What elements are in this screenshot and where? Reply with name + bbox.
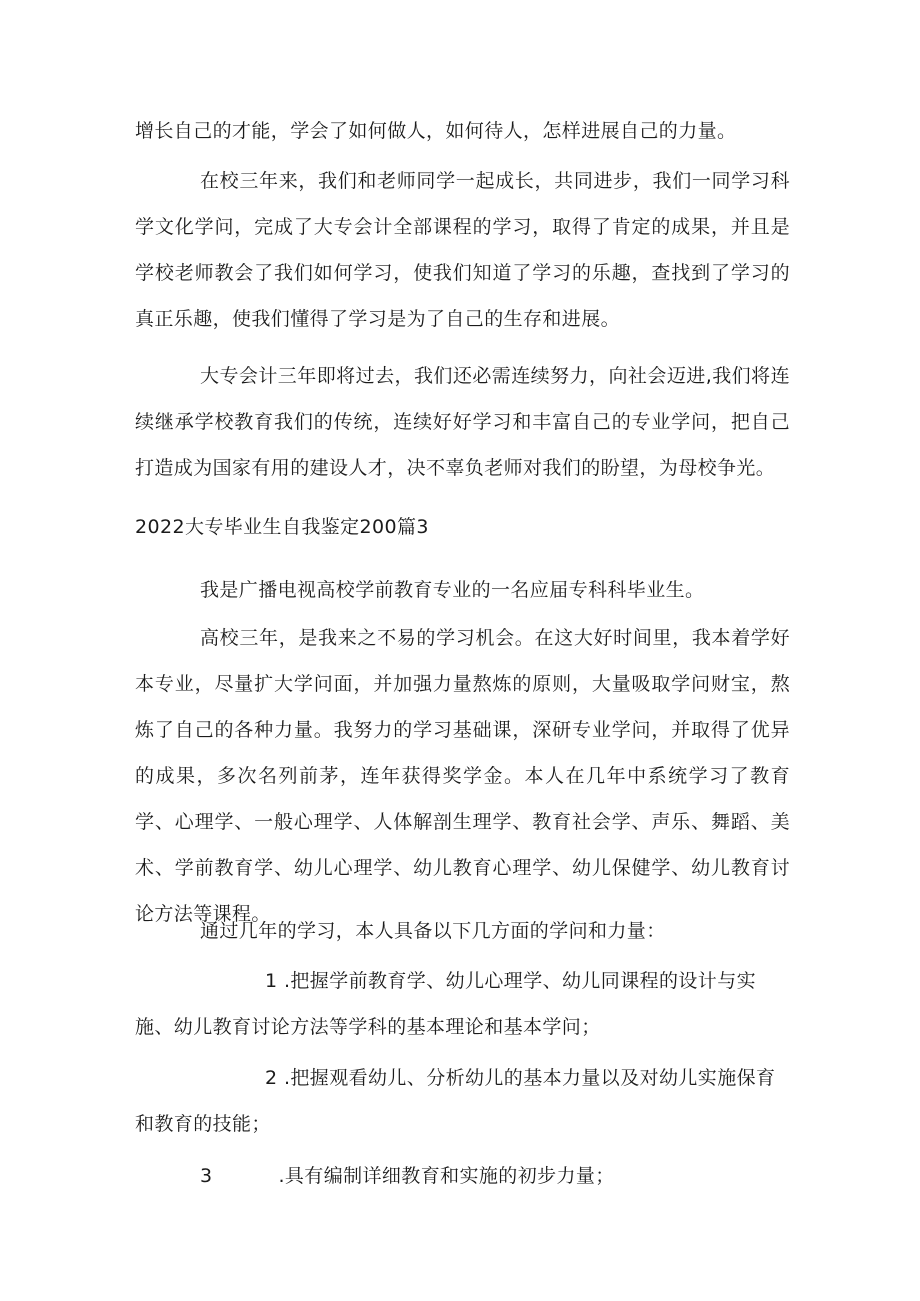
paragraph-study-progress: 在校三年来，我们和老师同学一起成长，共同进步，我们一同学习科学文化学问，完成了大专会计全部课程的学习，取得了肯定的成果，并且是学校老师教会了我们如何学习，使我们知道了学习的乐趣，查找到了学习的真正乐趣，使我们懂得了学习是为了自己的生存和进展。 — [135, 170, 790, 330]
list-number: 1 — [265, 970, 278, 992]
paragraph-intro: 我是广播电视高校学前教育专业的一名应届专科科毕业生。 — [200, 579, 705, 601]
list-item-1 — [135, 958, 790, 1050]
list-text: .把握观看幼儿、分析幼儿的基本力量以及对幼儿实施保育和教育的技能； — [135, 1067, 776, 1135]
list-text: .具有编制详细教育和实施的初步力量； — [278, 1165, 615, 1187]
paragraph-abilities-intro: 通过几年的学习，本人具备以下几方面的学问和力量： — [200, 920, 666, 942]
list-item-3 — [135, 1153, 790, 1199]
paragraph-future: 大专会计三年即将过去，我们还必需连续努力，向社会迈进,我们将连续继承学校教育我们的传统，连续好好学习和丰富自己的专业学问，把自己打造成为国家有用的建设人才，决不辜负老师对我们的盼望，为母校争光。 — [135, 365, 790, 479]
section-title: 2022大专毕业生自我鉴定200篇3 — [135, 516, 429, 538]
list-number: 3 — [200, 1165, 213, 1187]
paragraph-college-years: 高校三年，是我来之不易的学习机会。在这大好时间里，我本着学好本专业，尽量扩大学问面，并加强力量熬炼的原则，大量吸取学问财宝，熬炼了自己的各种力量。我努力的学习基础课，深研专业学问，并取得了优异的成果，多次名列前茅，连年获得奖学金。本人在几年中系统学习了教育学、心理学、一般心理学、人体解剖生理学、教育社会学、声乐、舞蹈、美术、学前教育学、幼儿心理学、幼儿教育心理学、幼儿保健学、幼儿教育讨论方法等课程。 — [135, 627, 790, 925]
list-number: 2 — [265, 1067, 278, 1089]
list-text: .把握学前教育学、幼儿心理学、幼儿同课程的设计与实施、幼儿教育讨论方法等学科的基本理论和基本学问； — [135, 970, 756, 1038]
list-item-2 — [135, 1055, 790, 1147]
paragraph-continuation: 增长自己的才能，学会了如何做人，如何待人，怎样进展自己的力量。 — [135, 120, 737, 142]
